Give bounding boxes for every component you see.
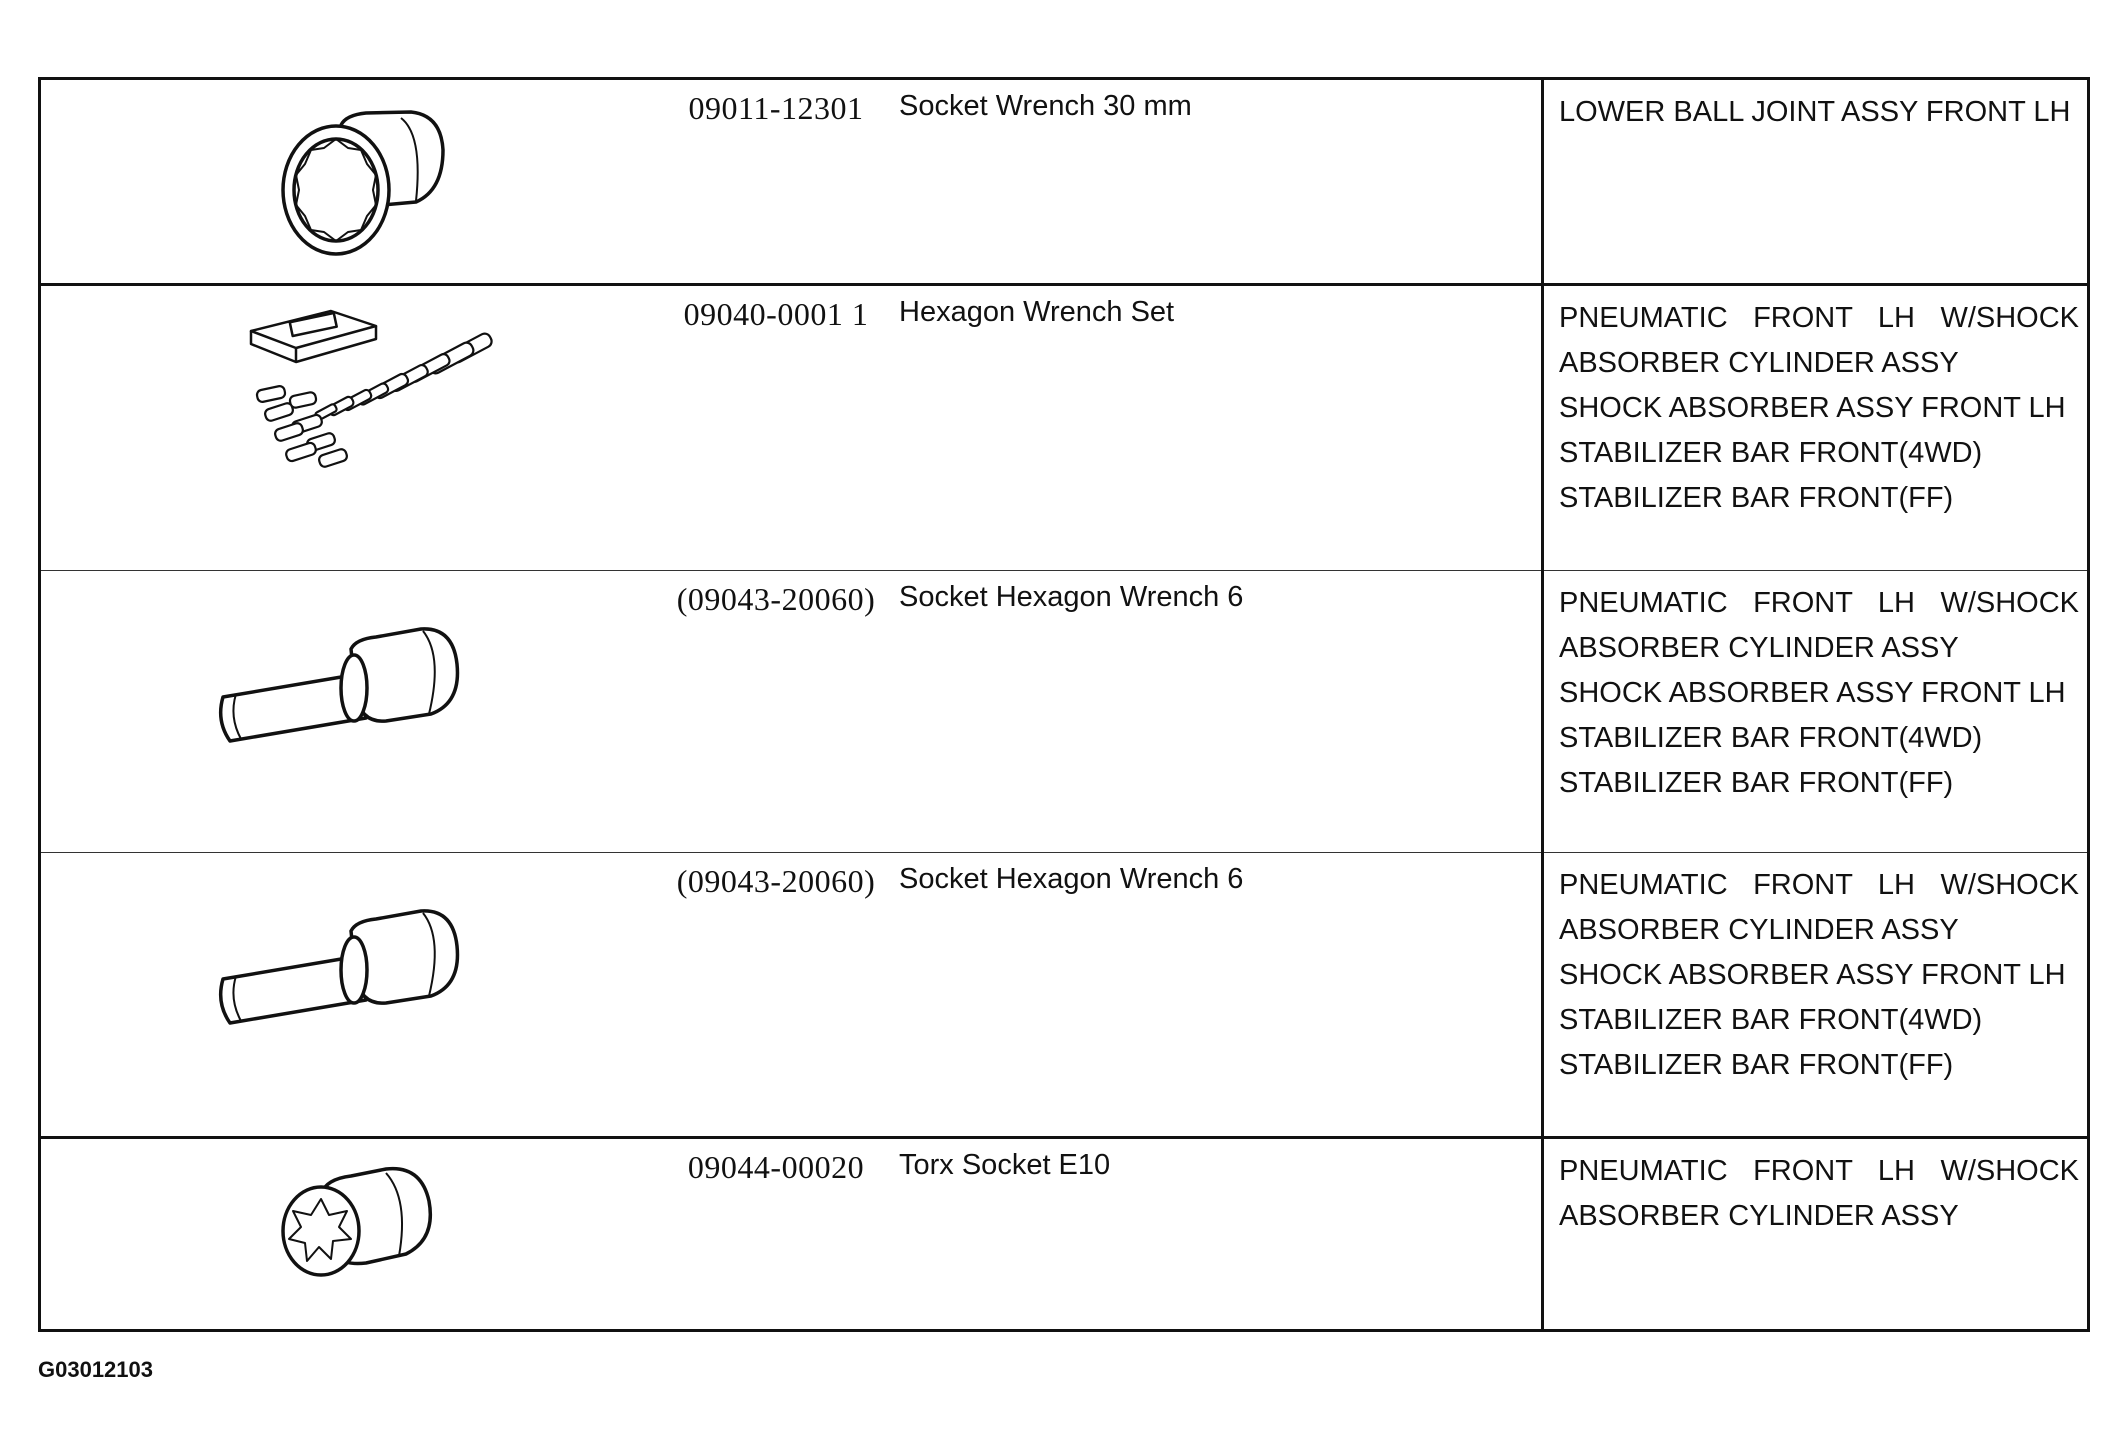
special-tools-table (38, 77, 2090, 1332)
table-row (41, 1136, 2087, 1329)
table-row (41, 283, 2087, 570)
part-number: (09043-20060) (676, 581, 876, 617)
part-number: (09043-20060) (676, 863, 876, 899)
applicable-components (1559, 90, 2079, 135)
hex-wrench-set-icon (161, 286, 581, 570)
component-item: LOWER BALL JOINT ASSY FRONT LH (1559, 96, 2071, 128)
component-item: SHOCK ABSORBER ASSY FRONT LH (1559, 959, 2066, 991)
component-item: PNEUMATIC FRONT LH W/SHOCK ABSORBER CYLINDER ASSY (1559, 869, 2079, 946)
tool-name: Socket Hexagon Wrench 6 (899, 863, 1244, 895)
hex-socket-icon (161, 853, 581, 1136)
component-item: PNEUMATIC FRONT LH W/SHOCK ABSORBER CYLINDER ASSY (1559, 302, 2079, 379)
torx-socket-icon (161, 1139, 581, 1329)
table-row (41, 570, 2087, 852)
part-number: 09040-0001 1 (683, 296, 869, 332)
component-item: SHOCK ABSORBER ASSY FRONT LH (1559, 392, 2066, 424)
table-row (41, 80, 2087, 283)
component-item: STABILIZER BAR FRONT(4WD) (1559, 437, 1983, 469)
component-item: PNEUMATIC FRONT LH W/SHOCK ABSORBER CYLINDER ASSY (1559, 1155, 2079, 1232)
component-item: STABILIZER BAR FRONT(FF) (1559, 482, 1954, 514)
component-item: PNEUMATIC FRONT LH W/SHOCK ABSORBER CYLINDER ASSY (1559, 587, 2079, 664)
component-item: STABILIZER BAR FRONT(4WD) (1559, 722, 1983, 754)
component-item: SHOCK ABSORBER ASSY FRONT LH (1559, 677, 2066, 709)
tool-name: Hexagon Wrench Set (899, 296, 1175, 328)
tool-name: Torx Socket E10 (899, 1149, 1111, 1181)
hex-socket-icon (161, 571, 581, 852)
component-item: STABILIZER BAR FRONT(4WD) (1559, 1004, 1983, 1036)
applicable-components (1559, 296, 2079, 521)
figure-code: G03012103 (38, 1357, 153, 1382)
tool-name: Socket Wrench 30 mm (899, 90, 1192, 122)
part-number: 09044-00020 (687, 1149, 865, 1185)
column-divider (1541, 80, 1544, 1329)
applicable-components (1559, 1149, 2079, 1239)
tool-name: Socket Hexagon Wrench 6 (899, 581, 1244, 613)
applicable-components (1559, 863, 2079, 1088)
table-row (41, 852, 2087, 1136)
part-number: 09011-12301 (688, 90, 864, 126)
socket-30mm-icon (161, 80, 581, 283)
applicable-components (1559, 581, 2079, 806)
component-item: STABILIZER BAR FRONT(FF) (1559, 767, 1954, 799)
component-item: STABILIZER BAR FRONT(FF) (1559, 1049, 1954, 1081)
